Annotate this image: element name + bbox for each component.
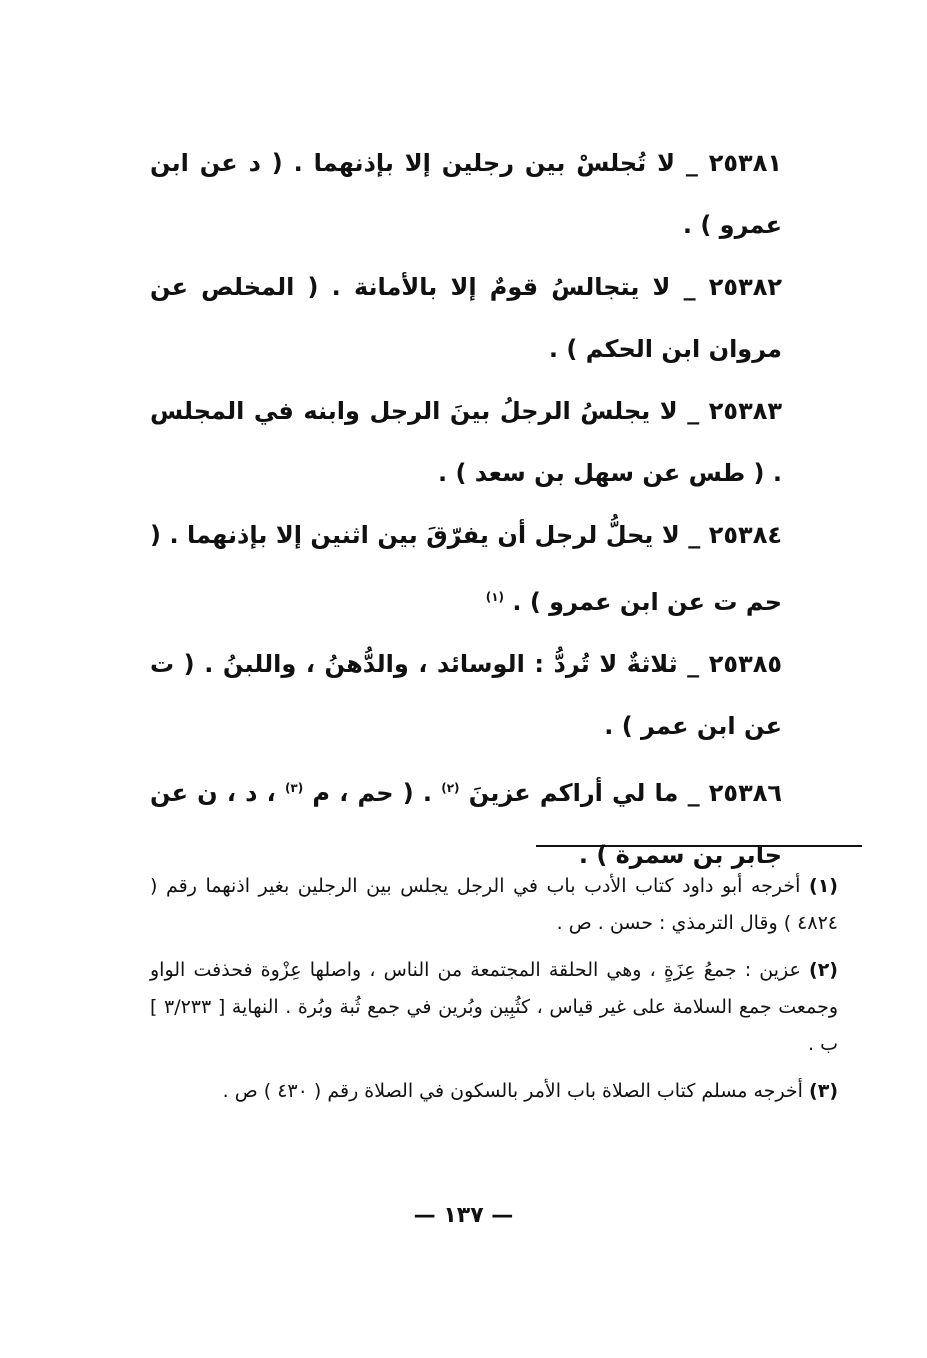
hadith-text: ثلاثةٌ لا تُردُّ : الوسائد ، والدُّهنُ ، واللبنُ . ( ت عن ابن عمر ) .: [150, 650, 782, 740]
hadith-text: ، د ، ن عن جابر بن سمرة ) .: [150, 779, 782, 869]
hadith-text: لا تُجلسْ بين رجلين إلا بإذنهما . ( د عن ابن عمرو ) .: [150, 149, 782, 239]
hadith-list: [150, 132, 782, 886]
hadith-number: ٢٥٣٨٢: [708, 273, 783, 301]
hadith-entry: ٢٥٣٨٦ _ ما لي أراكم عزينَ $^{(٢)}$ . ( حم ، م $^{(٣)}$ ، د ، ن عن جابر بن سمرة ) .: [150, 779, 783, 869]
footnote-text: أخرجه مسلم كتاب الصلاة باب الأمر بالسكون في الصلاة رقم ( ٤٣٠ ) ص .: [222, 1080, 803, 1102]
footnote-label: (٣): [809, 1080, 838, 1102]
hadith-entry: ٢٥٣٨٢ _ لا يتجالسُ قومٌ إلا بالأمانة . ( المخلص عن مروان ابن الحكم ) .: [150, 273, 783, 363]
hadith-text: . ( حم ، م: [312, 779, 433, 807]
hadith-number: ٢٥٣٨٦: [708, 779, 783, 807]
hadith-entry: ٢٥٣٨٤ _ لا يحلُّ لرجل أن يفرّقَ بين اثنين إلا بإذنهما . ( حم ت عن ابن عمرو ) . $^{(١)}$: [150, 521, 782, 616]
hadith-number: ٢٥٣٨١: [708, 149, 782, 177]
footnote-text: أخرجه أبو داود كتاب الأدب باب في الرجل يجلس بين الرجلين بغير اذنهما رقم ( ٤٨٢٤ ) وقال الترمذي : حسن . ص .: [150, 875, 838, 934]
hadith-number: ٢٥٣٨٥: [708, 650, 783, 678]
footnote: [150, 1073, 838, 1110]
hadith-entry: ٢٥٣٨١ _ لا تُجلسْ بين رجلين إلا بإذنهما . ( د عن ابن عمرو ) .: [150, 149, 782, 239]
hadith-text: لا يحلُّ لرجل أن يفرّقَ بين اثنين إلا بإذنهما . ( حم ت عن ابن عمرو ) .: [150, 521, 782, 616]
footnote-ref[interactable]: (٢): [441, 781, 460, 795]
footnotes: [150, 868, 838, 1120]
hadith-number: ٢٥٣٨٤: [708, 521, 782, 549]
footnote-label: (١): [809, 875, 838, 897]
footnote-ref[interactable]: (٣): [284, 781, 304, 795]
footnote: [150, 868, 838, 942]
hadith-entry: ٢٥٣٨٣ _ لا يجلسُ الرجلُ بينَ الرجل وابنه في المجلس . ( طس عن سهل بن سعد ) .: [150, 397, 783, 487]
footnote-label: (٢): [809, 959, 838, 981]
footnote: [150, 952, 838, 1063]
footnote-ref[interactable]: (١): [485, 590, 505, 604]
hadith-text: ما لي أراكم عزينَ: [468, 779, 679, 807]
footnote-divider: [536, 845, 862, 847]
page-number: — ١٣٧ —: [413, 1203, 514, 1228]
hadith-text: لا يتجالسُ قومٌ إلا بالأمانة . ( المخلص عن مروان ابن الحكم ) .: [150, 273, 782, 363]
footnote-text: عزين : جمعُ عِزَةٍ ، وهي الحلقة المجتمعة من الناس ، واصلها عِزْوة فحذفت الواو وجمعت جمع السلامة على غير قياس ، كثُبِين وبُرين في جمع ثُبة وبُرة . النهاية [ ٣/٢٣٣ ] ب .: [150, 959, 838, 1055]
hadith-text: لا يجلسُ الرجلُ بينَ الرجل وابنه في المجلس . ( طس عن سهل بن سعد ) .: [150, 397, 782, 487]
hadith-entry: ٢٥٣٨٥ _ ثلاثةٌ لا تُردُّ : الوسائد ، والدُّهنُ ، واللبنُ . ( ت عن ابن عمر ) .: [150, 650, 783, 740]
hadith-number: ٢٥٣٨٣: [708, 397, 783, 425]
